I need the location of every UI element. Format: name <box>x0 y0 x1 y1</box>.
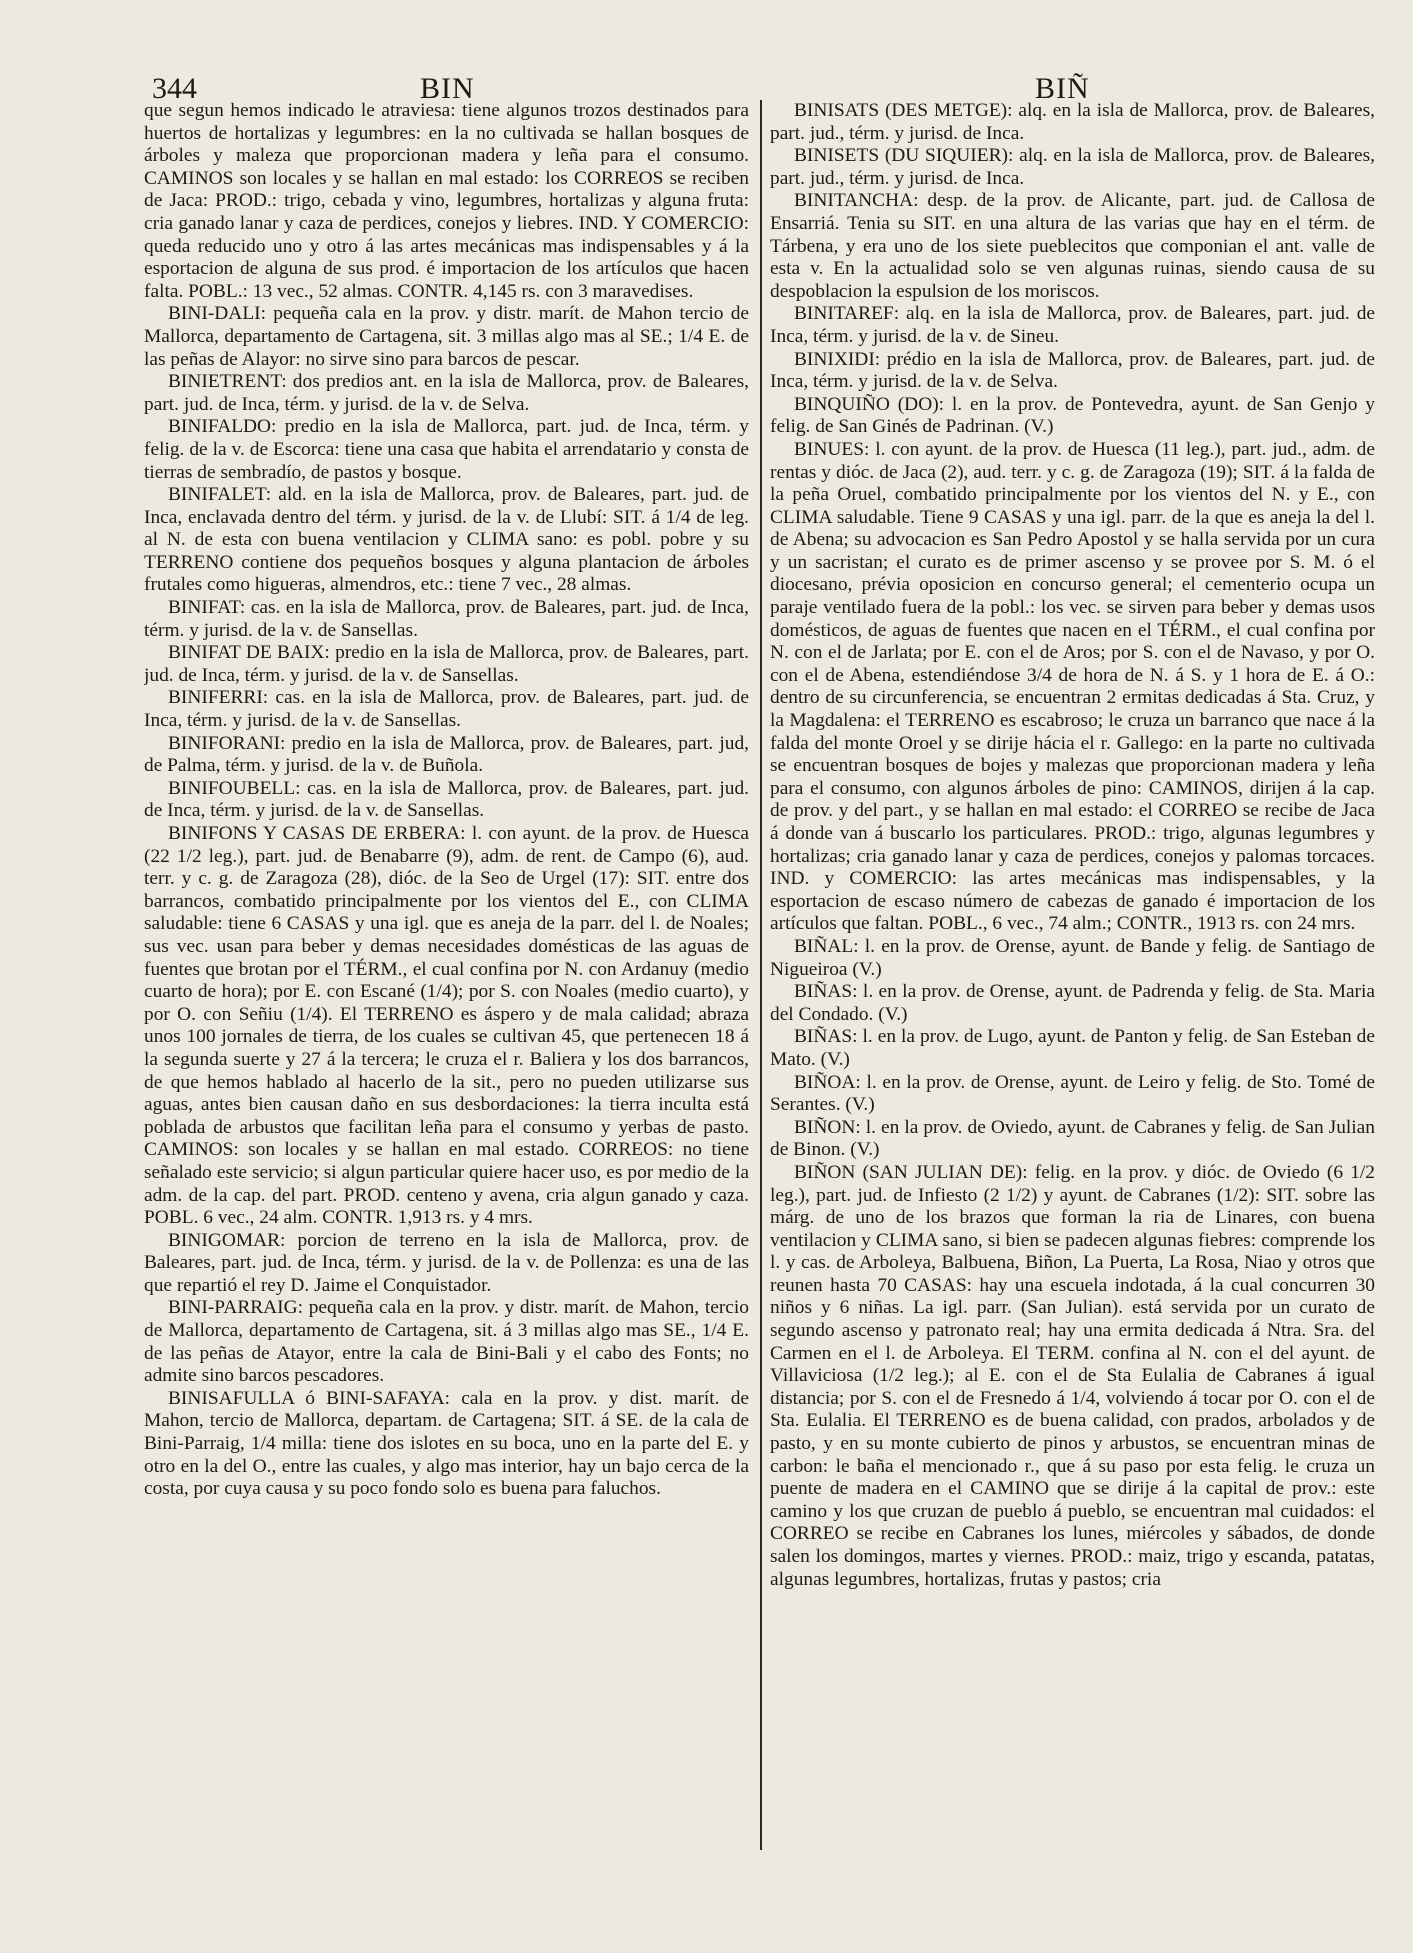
entry-binon: BIÑON: l. en la prov. de Oviedo, ayunt. de Cabranes y felig. de San Julian de Binon. (V.) <box>770 1116 1375 1161</box>
entry-binifoubell: BINIFOUBELL: cas. en la isla de Mallorca, prov. de Baleares, part. jud. de Inca, térm. y jurisd. de la v. de Sansellas. <box>144 777 749 822</box>
entry-binisats: BINISATS (DES METGE): alq. en la isla de Mallorca, prov. de Baleares, part. jud., térm. y jurisd. de Inca. <box>770 100 1375 144</box>
entry-binal: BIÑAL: l. en la prov. de Orense, ayunt. de Bande y felig. de Santiago de Nigueiroa (V.) <box>770 935 1375 980</box>
entry-biniforani: BINIFORANI: predio en la isla de Mallorca, prov. de Baleares, part. jud, de Palma, térm. y jurisd. de la v. de Buñola. <box>144 732 749 777</box>
entry-binixidi: BINIXIDI: prédio en la isla de Mallorca, prov. de Baleares, part. jud. de Inca, térm. y jurisd. de la v. de Selva. <box>770 348 1375 393</box>
entry-binifat-de-baix: BINIFAT DE BAIX: predio en la isla de Mallorca, prov. de Baleares, part. jud. de Inca, térm. y jurisd. de la v. de Sansellas. <box>144 642 749 686</box>
right-column <box>770 100 1375 1852</box>
entry-binisafulla: BINISAFULLA ó BINI-SAFAYA: cala en la prov. y dist. marít. de Mahon, tercio de Mallorca, departam. de Cartagena; SIT. á SE. de la cala de Bini-Parraig, 1/4 milla: tiene dos islotes en su boca, uno en la parte del E. y otro en la del O., entre las cuales, y algo mas interior, hay un bajo cerca de la costa, por cuya causa y su poco fondo solo es buena para faluchos. <box>144 1387 749 1500</box>
entry-binietrent: BINIETRENT: dos predios ant. en la isla de Mallorca, prov. de Baleares, part. jud. de Inca, térm. y jurisd. de la v. de Selva. <box>144 371 749 415</box>
entry-binisets: BINISETS (DU SIQUIER): alq. en la isla de Mallorca, prov. de Baleares, part. jud., térm. y jurisd. de Inca. <box>770 145 1375 189</box>
entry-continuation: que segun hemos indicado le atraviesa: tiene algunos trozos destinados para huertos de hortalizas y legumbres: en la no cultivada se hallan bosques de árboles y maleza que proporcionan madera y leña para el consumo. CAMINOS son locales y se hallan en mal estado: los CORREOS se reciben de Jaca: PROD.: trigo, cebada y vino, legumbres, hortalizas y alguna fruta: cria ganado lanar y caza de perdices, conejos y liebres. IND. Y COMERCIO: queda reducido uno y otro á las artes mecánicas mas indispensables y á la esportacion de alguna de sus prod. é importacion de los artículos que hacen falta. POBL.: 13 vec., 52 almas. CONTR. 4,145 rs. con 3 maravedises. <box>144 100 749 302</box>
column-divider <box>760 100 762 1850</box>
entry-binon-san-julian: BIÑON (SAN JULIAN DE): felig. en la prov. y dióc. de Oviedo (6 1/2 leg.), part. jud. de Infiesto (2 1/2) y ayunt. de Cabranes (1/2): SIT. sobre las márg. de uno de los brazos que forman la ria de Linares, con buena ventilacion y CLIMA sano, si bien se padecen algunas fiebres: comprende los l. y cas. de Arboleya, Balbuena, Biñon, La Puerta, La Rosa, Niao y otros que reunen hasta 70 CASAS: hay una escuela indotada, á la cual concurren 30 niños y 6 niñas. La igl. parr. (San Julian). está servida por un curato de segundo ascenso y patronato real; hay una ermita dedicada á Ntra. Sra. del Carmen en el l. de Arboleya. El TERM. confina al N. con el del ayunt. de Villaviciosa (1/2 leg.); al E. con el de Sta Eulalia de Cabranes á igual distancia; por S. con el de Fresnedo á 1/4, volviendo á tocar por O. con el de Sta. Eulalia. El TERRENO es de buena calidad, con prados, arbolados y de pasto, y en su monte cubierto de pinos y arbustos, se encuentran minas de carbon: le baña el mencionado r., que á su paso por esta felig. le cruza un puente de madera en el CAMINO que se dirije á la capital de prov.: este camino y los que cruzan de pueblo á pueblo, se encuentran mal cuidados: el CORREO se recibe en Cabranes los lunes, miércoles y sábados, de donde salen los domingos, martes y viernes. PROD.: maiz, trigo y escanda, patatas, algunas legumbres, hortalizas, frutas y pastos; cria <box>770 1161 1375 1590</box>
entry-binas-orense: BIÑAS: l. en la prov. de Orense, ayunt. de Padrenda y felig. de Sta. Maria del Condado. (V.) <box>770 981 1375 1025</box>
entry-binues: BINUES: l. con ayunt. de la prov. de Huesca (11 leg.), part. jud., adm. de rentas y dióc. de Jaca (2), aud. terr. y c. g. de Zaragoza (19); SIT. á la falda de la peña Oruel, combatido principalmente por los vientos del N. y E., con CLIMA saludable. Tiene 9 CASAS y una igl. parr. de la que es aneja la del l. de Abena; su advocacion es San Pedro Apostol y se halla servida por un cura y un sacristan; el curato es de primer ascenso y se provee por S. M. ó el diocesano, prévia oposicion en concurso general; el cementerio ocupa un paraje ventilado fuera de la pobl.: los vec. se sirven para beber y demas usos domésticos, de aguas de fuentes que nacen en el TÉRM., el cual confina por N. con el de Jarlata; por E. con el de Aros; por S. con el de Navaso, y por O. con el de Abena, estendiéndose 3/4 de hora de N. á S. y 1 hora de E. á O.: dentro de su circunferencia, se encuentran 2 ermitas dedicadas á Sta. Cruz, y la Magdalena: el TERRENO es escabroso; le cruza un barranco que nace á la falda del monte Oroel y se dirije hácia el r. Gallego: en la parte no cultivada se encuentran bosques de bojes y malezas que proporcionan madera y leña para el consumo, con algunos árboles de pino: CAMINOS, dirijen á la cap. de prov. y del part., y se hallan en mal estado: el CORREO se recibe de Jaca á donde van á buscarlo los particulares. PROD.: trigo, algunas legumbres y hortalizas; cria ganado lanar y caza de perdices, conejos y palomas torcaces. IND. y COMERCIO: las artes mecánicas mas indispensables, y la esportacion de escaso número de cabezas de ganado é importacion de los artículos que faltan. POBL., 6 vec., 74 alm.; CONTR., 1913 rs. con 24 mrs. <box>770 438 1375 935</box>
entry-binifat: BINIFAT: cas. en la isla de Mallorca, prov. de Baleares, part. jud. de Inca, térm. y jurisd. de la v. de Sansellas. <box>144 597 749 641</box>
entry-binas-lugo: BIÑAS: l. en la prov. de Lugo, ayunt. de Panton y felig. de San Esteban de Mato. (V.) <box>770 1026 1375 1070</box>
entry-biniferri: BINIFERRI: cas. en la isla de Mallorca, prov. de Baleares, part. jud. de Inca, térm. y jurisd. de la v. de Sansellas. <box>144 687 749 732</box>
right-running-head: BIÑ <box>1035 72 1090 105</box>
entry-bini-parraig: BINI-PARRAIG: pequeña cala en la prov. y distr. marít. de Mahon, tercio de Mallorca, departamento de Cartagena, sit. á 3 millas algo mas SE., 1/4 E. de las peñas de Atayor, entre la cala de Bini-Bali y el cabo des Fonts; no admite sino barcos pescadores. <box>144 1297 749 1387</box>
entry-bini-dali: BINI-DALI: pequeña cala en la prov. y distr. marít. de Mahon tercio de Mallorca, departamento de Cartagena, sit. 3 millas algo mas al SE.; 1/4 E. de las peñas de Alayor: no sirve sino para barcos de pescar. <box>144 303 749 370</box>
entry-binifons: BINIFONS Y CASAS DE ERBERA: l. con ayunt. de la prov. de Huesca (22 1/2 leg.), part. jud. de Benabarre (9), adm. de rent. de Campo (6), aud. terr. y c. g. de Zaragoza (28), dióc. de la Seo de Urgel (17): SIT. entre dos barrancos, combatido principalmente por los vientos del E., con CLIMA saludable: tiene 6 CASAS y una igl. que es aneja de la parr. del l. de Noales; sus vec. usan para beber y demas necesidades domésticas de las aguas de fuentes que brotan por el TÉRM., el cual confina por N. con Ardanuy (medio cuarto de hora); por E. con Escané (1/4); por S. con Noales (medio cuarto), y por O. con Señiu (1/4). El TERRENO es áspero y de mala calidad; abraza unos 100 jornales de tierra, de los cuales se cultivan 45, que pertenecen 18 á la segunda suerte y 27 á la tercera; le cruza el r. Baliera y los dos barrancos, de que hemos hablado al hacerlo de la sit., pero no pueden utilizarse sus aguas, antes bien causan daño en sus desbordaciones: la tierra inculta está poblada de arbustos que facilitan leña para el consumo y yerbas de pasto. CAMINOS: son locales y se hallan en mal estado. CORREOS: no tiene señalado este servicio; si algun particular quiere hacer uso, es por medio de la adm. de la cap. del part. PROD. centeno y avena, cria algun ganado y caza. POBL. 6 vec., 24 alm. CONTR. 1,913 rs. y 4 mrs. <box>144 823 749 1229</box>
entry-binigomar: BINIGOMAR: porcion de terreno en la isla de Mallorca, prov. de Baleares, part. jud. de Inca, térm. y jurisd. de la v. de Pollenza: es una de las que repartió el rey D. Jaime el Conquistador. <box>144 1229 749 1296</box>
left-column <box>144 100 749 1852</box>
entry-binitancha: BINITANCHA: desp. de la prov. de Alicante, part. jud. de Callosa de Ensarriá. Tenia su SIT. en una altura de las varias que hay en el térm. de Tárbena, y era uno de los siete pueblecitos que componian el ant. valle de esta v. En la actualidad solo se ven algunas ruinas, siendo causa de su despoblacion la espulsion de los moriscos. <box>770 190 1375 302</box>
entry-binifaldo: BINIFALDO: predio en la isla de Mallorca, part. jud. de Inca, térm. y felig. de la v. de Escorca: tiene una casa que habita el arrendatario y consta de tierras de sembradío, de pastos y bosque. <box>144 416 749 483</box>
entry-binifalet: BINIFALET: ald. en la isla de Mallorca, prov. de Baleares, part. jud. de Inca, enclavada dentro del térm. y jurisd. de la v. de Llubí: SIT. á 1/4 de leg. al N. de esta con buena ventilacion y CLIMA sano: es pobl. pobre y su TERRENO contiene dos pequeños bosques y alguna plantacion de árboles frutales como higueras, almendros, etc.: tiene 7 vec., 28 almas. <box>144 484 749 596</box>
entry-binquino: BINQUIÑO (DO): l. en la prov. de Pontevedra, ayunt. de San Genjo y felig. de San Ginés de Padrinan. (V.) <box>770 393 1375 438</box>
page-number: 344 <box>152 72 197 105</box>
left-running-head: BIN <box>420 72 475 105</box>
entry-binoa: BIÑOA: l. en la prov. de Orense, ayunt. de Leiro y felig. de Sto. Tomé de Serantes. (V.) <box>770 1071 1375 1116</box>
entry-binitaref: BINITAREF: alq. en la isla de Mallorca, prov. de Baleares, part. jud. de Inca, térm. y jurisd. de la v. de Sineu. <box>770 303 1375 347</box>
